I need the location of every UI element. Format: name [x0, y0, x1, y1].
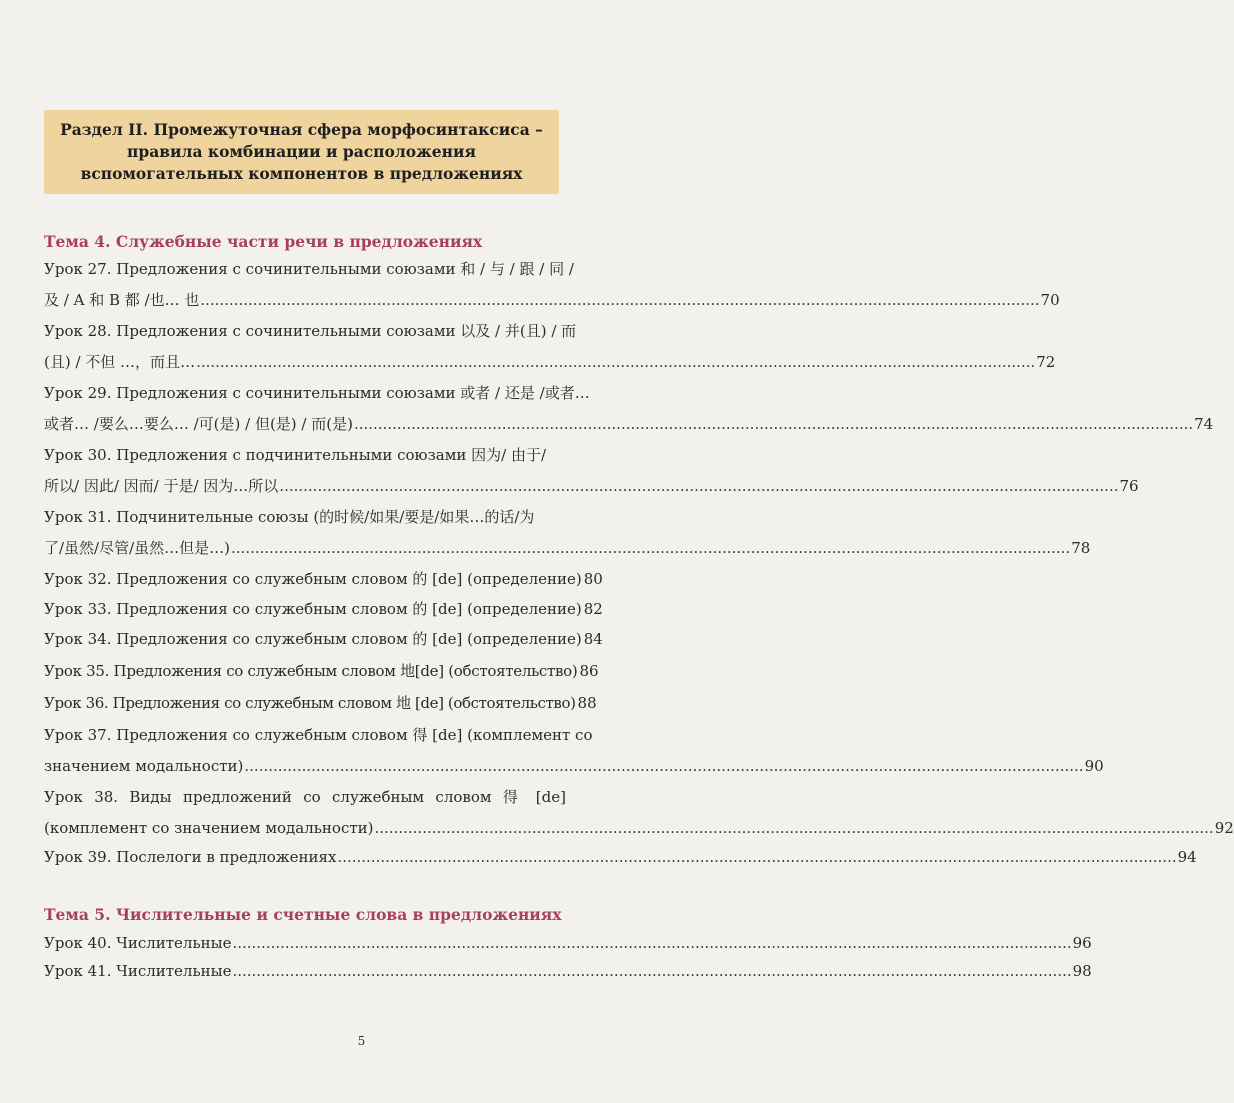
toc-entry-31[interactable]: [44, 508, 1091, 557]
toc-leader-dots: [196, 353, 1035, 371]
toc-entry-text: Урок 40. Числительные: [44, 934, 232, 952]
toc-page-number: 94: [1177, 848, 1197, 866]
toc-entry-29[interactable]: [44, 384, 1214, 433]
section-heading-line-3: вспомогательных компонентов в предложениях: [80, 164, 523, 183]
toc-entry-text: Урок 37. Предложения со служебным словом 得 [de] (комплемент со: [44, 726, 593, 744]
toc-page-number: 82: [583, 600, 603, 618]
toc-leader-dots: [232, 934, 1071, 952]
toc-entry-32[interactable]: [44, 570, 603, 588]
toc-entry-text: (且) / 不但 …，而且…: [44, 353, 196, 371]
toc-leader-dots: [354, 415, 1193, 433]
toc-entry-text: 了/虽然/尽管/虽然…但是…): [44, 539, 231, 557]
toc-entry-30[interactable]: [44, 446, 1139, 495]
toc-leader-dots: [337, 848, 1176, 866]
toc-leader-dots: [200, 291, 1039, 309]
toc-entry-text: Урок 30. Предложения с подчинительными союзами 因为/ 由于/: [44, 446, 547, 464]
toc-entry-text: Урок 33. Предложения со служебным словом 的 [de] (определение): [44, 600, 582, 618]
toc-entry-39[interactable]: [44, 848, 1197, 866]
toc-entry-text: Урок 32. Предложения со служебным словом 的 [de] (определение): [44, 570, 582, 588]
topic-5-title: Тема 5. Числительные и счетные слова в предложениях: [44, 905, 562, 924]
toc-leader-dots: [231, 539, 1070, 557]
toc-page-number: 92: [1214, 819, 1234, 837]
toc-entry-text: Урок 29. Предложения с сочинительными союзами 或者 / 还是 /或者…: [44, 384, 590, 402]
toc-page-number: 96: [1072, 934, 1092, 952]
toc-entry-27[interactable]: [44, 260, 1060, 309]
toc-entry-text: 或者… /要么…要么… /可(是) / 但(是) / 而(是): [44, 415, 353, 433]
toc-page-number: 86: [579, 662, 599, 680]
toc-page-number: 72: [1036, 353, 1056, 371]
toc-entry-text: Урок 38. Виды предложений со служебным словом 得 [de]: [44, 788, 566, 806]
topic-4-title: Тема 4. Служебные части речи в предложениях: [44, 232, 483, 251]
toc-entry-text: значением модальности): [44, 757, 244, 775]
toc-page-number: 74: [1194, 415, 1214, 433]
toc-entry-38[interactable]: [44, 788, 1234, 837]
toc-page-number: 78: [1071, 539, 1091, 557]
toc-page-number: 98: [1072, 962, 1092, 980]
toc-leader-dots: [232, 962, 1071, 980]
toc-entry-41[interactable]: [44, 962, 1092, 980]
toc-leader-dots: [244, 757, 1083, 775]
toc-entry-35[interactable]: [44, 662, 599, 680]
toc-entry-36[interactable]: [44, 694, 597, 712]
toc-entry-33[interactable]: [44, 600, 603, 618]
toc-page-number: 80: [583, 570, 603, 588]
toc-entry-text: Урок 36. Предложения со служебным словом 地 [de] (обстоятельство): [44, 694, 576, 712]
toc-page-number: 76: [1119, 477, 1139, 495]
toc-entry-text: 所以/ 因此/ 因而/ 于是/ 因为…所以: [44, 477, 279, 495]
toc-entry-text: Урок 39. Послелоги в предложениях: [44, 848, 337, 866]
toc-page-number: 70: [1040, 291, 1060, 309]
page-number: 5: [357, 1034, 366, 1048]
toc-entry-40[interactable]: [44, 934, 1092, 952]
toc-entry-text: (комплемент со значением модальности): [44, 819, 374, 837]
toc-entry-text: Урок 41. Числительные: [44, 962, 232, 980]
section-heading-box: [44, 110, 559, 194]
toc-entry-text: 及 / A 和 B 都 /也… 也: [44, 291, 200, 309]
toc-entry-text: Урок 34. Предложения со служебным словом 的 [de] (определение): [44, 630, 582, 648]
toc-entry-37[interactable]: [44, 726, 1104, 775]
toc-entry-34[interactable]: [44, 630, 603, 648]
toc-leader-dots: [279, 477, 1118, 495]
toc-entry-text: Урок 31. Подчинительные союзы (的时候/如果/要是/如果…的话/为: [44, 508, 535, 526]
toc-page-number: 84: [583, 630, 603, 648]
toc-entry-28[interactable]: [44, 322, 1056, 371]
toc-entry-text: Урок 27. Предложения с сочинительными союзами 和 / 与 / 跟 / 同 /: [44, 260, 574, 278]
toc-page-number: 90: [1084, 757, 1104, 775]
toc-entry-text: Урок 35. Предложения со служебным словом 地[de] (обстоятельство): [44, 662, 578, 680]
toc-entry-text: Урок 28. Предложения с сочинительными союзами 以及 / 并(且) / 而: [44, 322, 577, 340]
section-heading-line-2: правила комбинации и расположения: [127, 142, 476, 161]
section-heading-line-1: Раздел II. Промежуточная сфера морфосинтаксиса –: [60, 120, 543, 139]
toc-leader-dots: [375, 819, 1214, 837]
toc-page-number: 88: [577, 694, 597, 712]
